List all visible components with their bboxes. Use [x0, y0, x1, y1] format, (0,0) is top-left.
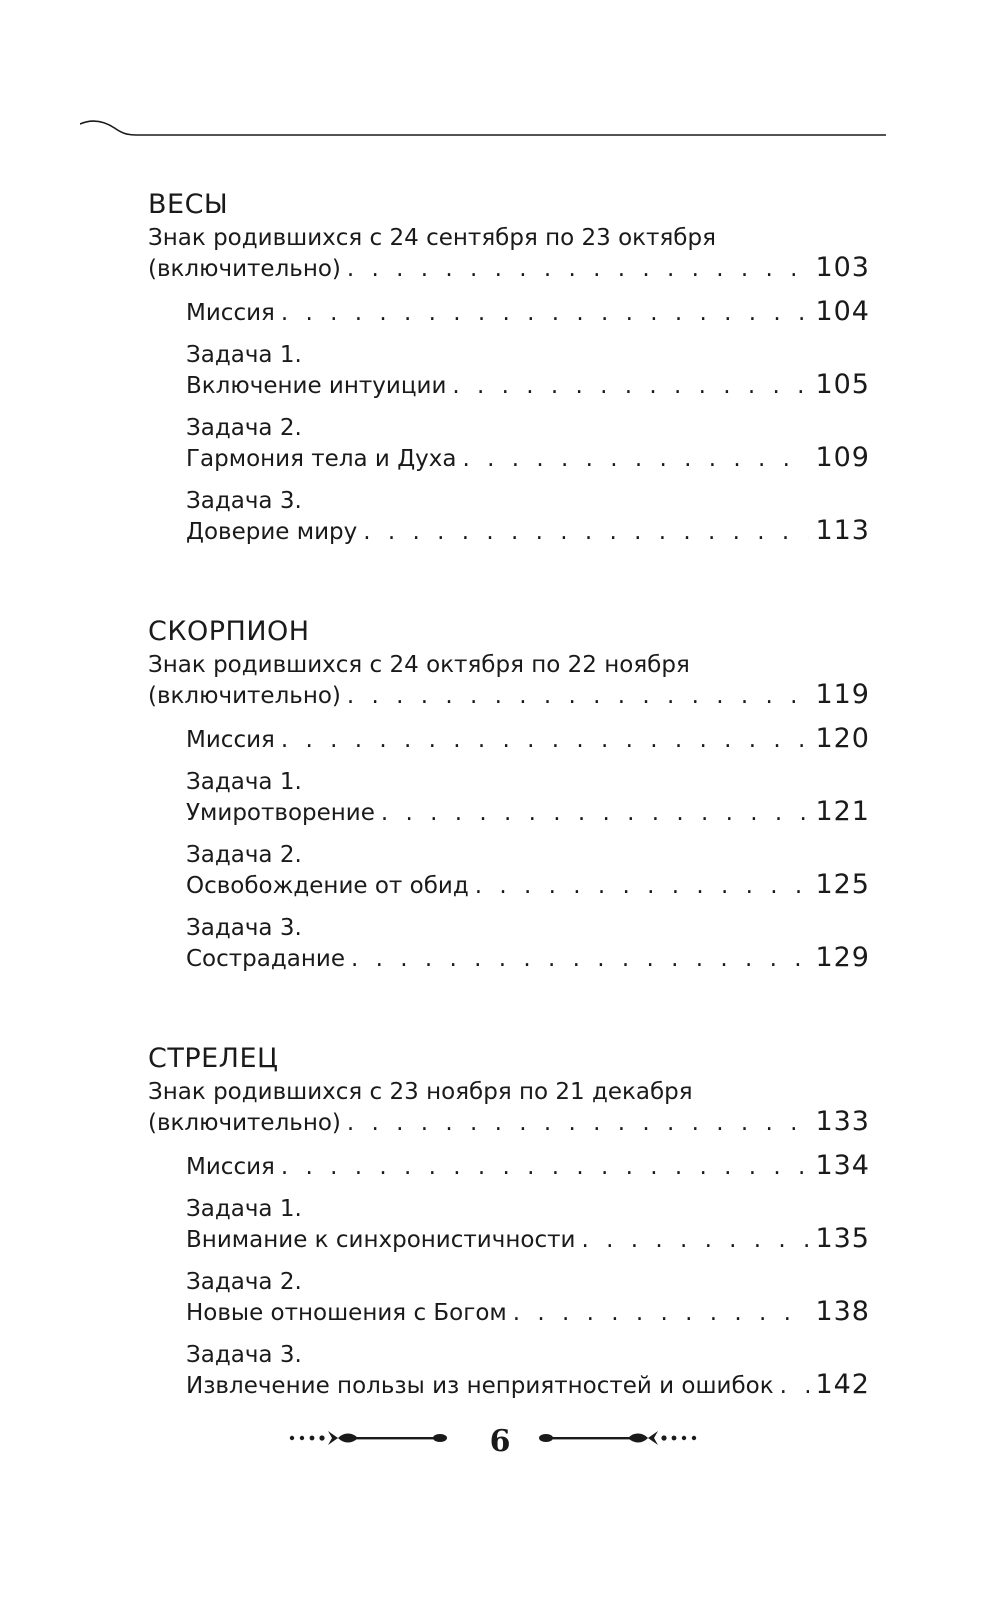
entry-leader-row: [186, 1370, 870, 1401]
toc-section: [148, 188, 870, 547]
entry-label: Новые отношения с Богом: [186, 1300, 507, 1326]
section-entries: [148, 224, 870, 547]
page-number: 6: [489, 1424, 511, 1459]
toc-entry[interactable]: [148, 914, 870, 974]
entry-leader-row: [148, 680, 870, 711]
entry-label-line: Задача 2.: [186, 415, 302, 441]
dot-leader: [351, 945, 809, 974]
dot-leader: [281, 726, 810, 755]
entry-label-line: Задача 2.: [186, 1269, 302, 1295]
dot-leader: [462, 445, 809, 474]
footer-ornament-right-icon: [528, 1426, 698, 1450]
entry-page-number: 113: [815, 515, 870, 546]
top-decorative-rule: [80, 118, 890, 142]
dot-leader: [780, 1372, 810, 1401]
dot-leader: [452, 372, 809, 401]
dot-leader: [347, 682, 810, 711]
entry-page-number: 125: [815, 869, 870, 900]
entry-leader-row: [186, 297, 870, 328]
entry-page-number: 119: [815, 679, 870, 710]
entry-leader-row: [186, 797, 870, 828]
toc-entry[interactable]: [148, 724, 870, 755]
toc-section: [148, 615, 870, 974]
entry-leader-row: [186, 943, 870, 974]
toc-entry[interactable]: [148, 341, 870, 401]
toc-entry[interactable]: [148, 651, 870, 711]
toc-entry[interactable]: [148, 414, 870, 474]
entry-label-line: Задача 2.: [186, 842, 302, 868]
section-entries: [148, 1078, 870, 1401]
entry-page-number: 109: [815, 442, 870, 473]
entry-label: Умиротворение: [186, 800, 375, 826]
toc-entry[interactable]: [148, 224, 870, 284]
entry-label-line: Задача 1.: [186, 769, 302, 795]
entry-label-line: Задача 1.: [186, 342, 302, 368]
toc-entry[interactable]: [148, 1341, 870, 1401]
entry-page-number: 134: [815, 1150, 870, 1181]
entry-label-line: Знак родившихся с 24 сентября по 23 октября: [148, 225, 716, 251]
entry-label-line: Задача 3.: [186, 488, 302, 514]
entry-page-number: 121: [815, 796, 870, 827]
entry-leader-row: [186, 870, 870, 901]
entry-label-line: Знак родившихся с 24 октября по 22 ноября: [148, 652, 690, 678]
entry-label: Сострадание: [186, 946, 346, 972]
entry-label: Доверие миру: [186, 519, 358, 545]
entry-page-number: 120: [815, 723, 870, 754]
entry-page-number: 103: [815, 252, 870, 283]
entry-label: (включительно): [148, 1110, 341, 1136]
entry-label: Миссия: [186, 300, 275, 326]
toc-entry[interactable]: [148, 1151, 870, 1182]
dot-leader: [381, 799, 810, 828]
dot-leader: [347, 255, 810, 284]
entry-leader-row: [148, 253, 870, 284]
toc-section: [148, 1042, 870, 1401]
entry-page-number: 135: [815, 1223, 870, 1254]
entry-leader-row: [186, 1297, 870, 1328]
entry-label: Включение интуиции: [186, 373, 447, 399]
entry-label-line: Знак родившихся с 23 ноября по 21 декабря: [148, 1079, 693, 1105]
dot-leader: [347, 1109, 810, 1138]
toc-entry[interactable]: [148, 1078, 870, 1138]
entry-label-line: Задача 3.: [186, 915, 302, 941]
entry-page-number: 105: [815, 369, 870, 400]
entry-leader-row: [186, 724, 870, 755]
entry-page-number: 138: [815, 1296, 870, 1327]
entry-leader-row: [186, 443, 870, 474]
page-footer: [0, 1418, 1000, 1468]
entry-leader-row: [186, 370, 870, 401]
section-entries: [148, 651, 870, 974]
entry-label: Гармония тела и Духа: [186, 446, 457, 472]
entry-leader-row: [186, 516, 870, 547]
entry-label: Внимание к синхронистичности: [186, 1227, 576, 1253]
entry-label-line: Задача 3.: [186, 1342, 302, 1368]
section-title: СТРЕЛЕЦ: [148, 1043, 279, 1074]
entry-label: Извлечение пользы из неприятностей и ошибок: [186, 1373, 774, 1399]
entry-label: Миссия: [186, 727, 275, 753]
section-title: СКОРПИОН: [148, 616, 310, 647]
section-title: ВЕСЫ: [148, 189, 229, 220]
entry-leader-row: [186, 1151, 870, 1182]
toc-entry[interactable]: [148, 768, 870, 828]
entry-leader-row: [186, 1224, 870, 1255]
entry-label: (включительно): [148, 256, 341, 282]
dot-leader: [581, 1226, 809, 1255]
toc-entry[interactable]: [148, 841, 870, 901]
table-of-contents: [148, 188, 870, 1469]
entry-label: Миссия: [186, 1154, 275, 1180]
dot-leader: [513, 1299, 810, 1328]
dot-leader: [363, 518, 809, 547]
dot-leader: [475, 872, 810, 901]
entry-page-number: 133: [815, 1106, 870, 1137]
entry-label: (включительно): [148, 683, 341, 709]
toc-entry[interactable]: [148, 1195, 870, 1255]
entry-label: Освобождение от обид: [186, 873, 469, 899]
entry-page-number: 104: [815, 296, 870, 327]
entry-page-number: 129: [815, 942, 870, 973]
dot-leader: [281, 299, 810, 328]
toc-entry[interactable]: [148, 487, 870, 547]
dot-leader: [281, 1153, 810, 1182]
entry-leader-row: [148, 1107, 870, 1138]
entry-page-number: 142: [815, 1369, 870, 1400]
toc-entry[interactable]: [148, 1268, 870, 1328]
entry-label-line: Задача 1.: [186, 1196, 302, 1222]
toc-entry[interactable]: [148, 297, 870, 328]
